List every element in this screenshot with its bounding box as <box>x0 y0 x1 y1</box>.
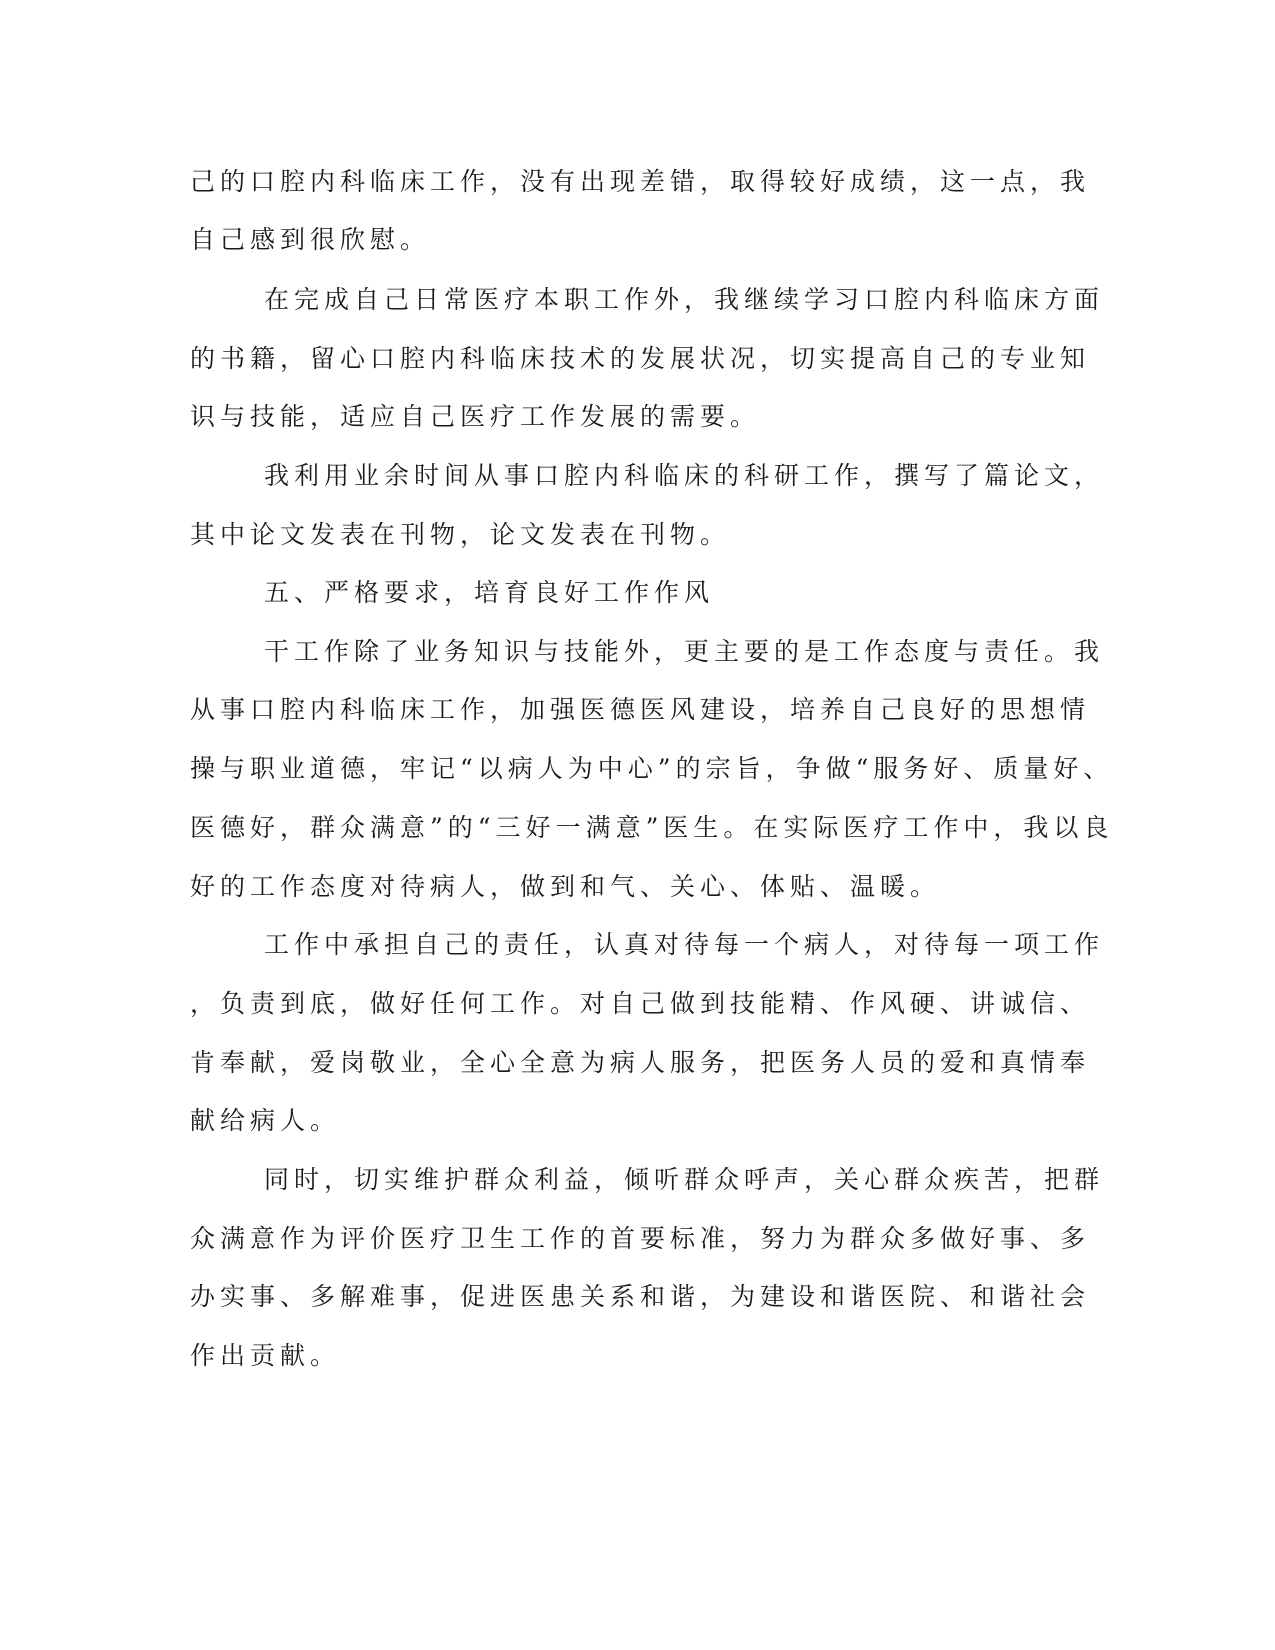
section-heading: 五、严格要求，培育良好工作作风 <box>264 578 715 607</box>
text-line: 的书籍，留心口腔内科临床技术的发展状况，切实提高自己的专业知 <box>190 344 1091 373</box>
text-line: 己的口腔内科临床工作，没有出现差错，取得较好成绩，这一点，我 <box>190 167 1091 196</box>
text-line: 从事口腔内科临床工作，加强医德医风建设，培养自己良好的思想情 <box>190 695 1091 724</box>
paragraph-first-line: 干工作除了业务知识与技能外，更主要的是工作态度与责任。我 <box>264 637 1105 666</box>
text-line: 献给病人。 <box>190 1106 341 1135</box>
text-line: 自己感到很欣慰。 <box>190 225 431 254</box>
text-line: 医德好，群众满意”的“三好一满意”医生。在实际医疗工作中，我以良 <box>190 813 1114 842</box>
text-line: 众满意作为评价医疗卫生工作的首要标准，努力为群众多做好事、多 <box>190 1224 1091 1253</box>
paragraph-first-line: 工作中承担自己的责任，认真对待每一个病人，对待每一项工作 <box>264 930 1105 959</box>
text-line: 办实事、多解难事，促进医患关系和谐，为建设和谐医院、和谐社会 <box>190 1282 1091 1311</box>
paragraph-first-line: 同时，切实维护群众利益，倾听群众呼声，关心群众疾苦，把群 <box>264 1165 1105 1194</box>
paragraph-first-line: 我利用业余时间从事口腔内科临床的科研工作，撰写了篇论文， <box>264 461 1105 490</box>
text-line: 作出贡献。 <box>190 1341 341 1370</box>
text-line: 操与职业道德，牢记“以病人为中心”的宗旨，争做“服务好、质量好、 <box>190 754 1114 783</box>
paragraph-first-line: 在完成自己日常医疗本职工作外，我继续学习口腔内科临床方面 <box>264 285 1105 314</box>
text-line: 其中论文发表在刊物，论文发表在刊物。 <box>190 520 731 549</box>
text-line: 肯奉献，爱岗敬业，全心全意为病人服务，把医务人员的爱和真情奉 <box>190 1048 1091 1077</box>
text-line: 好的工作态度对待病人，做到和气、关心、体贴、温暖。 <box>190 872 941 901</box>
text-line: 识与技能，适应自己医疗工作发展的需要。 <box>190 402 761 431</box>
text-line: ，负责到底，做好任何工作。对自己做到技能精、作风硬、讲诚信、 <box>190 989 1091 1018</box>
